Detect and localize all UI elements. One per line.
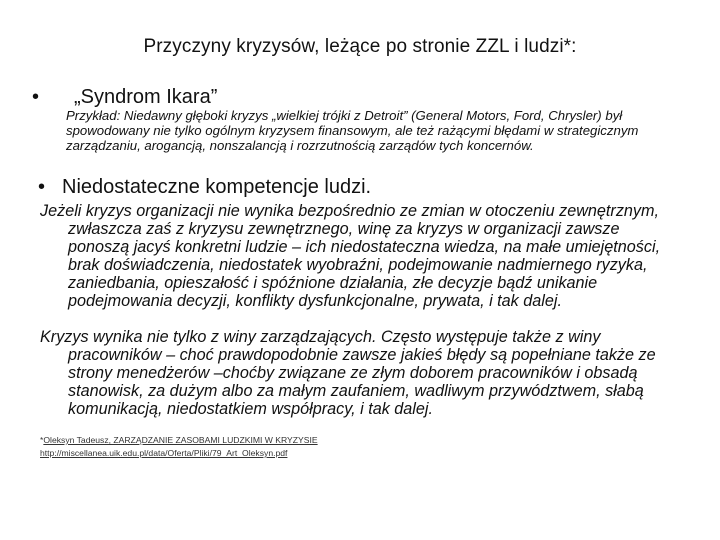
paragraph-2-text: Kryzys wynika nie tylko z winy zarządzających. Często występuje także z winy pracowników – choć prawdopodobnie zawsze jakieś błędy są popełniane także ze strony menedżerów –choćby związane ze złym doborem pracowników i obsadą stanowisk, za dużym albo za małym zaufaniem, wadliwym przywództwem, słabą komunikacją, niedostatkiem współpracy, i tak dalej. [40,328,656,418]
example-text: Przykład: Niedawny głęboki kryzys „wielkiej trójki z Detroit” (General Motors, Ford, Chrysler) był spowodowany nie tylko ogólnym kryzysem finansowym, ale też rażącymi błędami w strategicznym zarządzaniu, arogancją, nonszalancją i rozrzutnością zarządów tych koncernów. [66,108,639,153]
source-url-link[interactable]: http://miscellanea.uik.edu.pl/data/Oferta/Pliki/79_Art_Oleksyn.pdf [40,448,288,458]
paragraph-1 [40,202,674,310]
bullet-niedostateczne-kompetencje [38,176,371,199]
footnote-star: * [40,435,44,445]
paragraph-2 [40,328,674,418]
source-reference-link[interactable]: Oleksyn Tadeusz, ZARZĄDZANIE ZASOBAMI LUDZKIMI W KRYZYSIE [43,435,318,445]
source-footnote [40,434,318,460]
bullet-dot: • [38,176,46,198]
paragraph-1-text: Jeżeli kryzys organizacji nie wynika bezpośrednio ze zmian w otoczeniu zewnętrznym, zwłaszcza zaś z kryzysu zewnętrznego, winę za kryzys w organizacji zawsze ponoszą jacyś konkretni ludzie – ich niedostateczna wiedza, na małe umiejętności, brak doświadczenia, niedostatek wyobraźni, podejmowanie nadmiernego ryzyka, zaniedbania, opieszałość i spóźnione działania, złe decyzje bądź unikanie podejmowania decyzji, konflikty dysfunkcjonalne, prywata, i tak dalej. [40,202,661,310]
bullet-text: Niedostateczne kompetencje ludzi. [62,176,372,198]
bullet-syndrom-ikara [32,86,217,109]
bullet-dot: • [32,86,40,108]
slide-title: Przyczyny kryzysów, leżące po stronie ZZL i ludzi*: [143,36,577,57]
bullet-text: „Syndrom Ikara” [74,86,218,108]
